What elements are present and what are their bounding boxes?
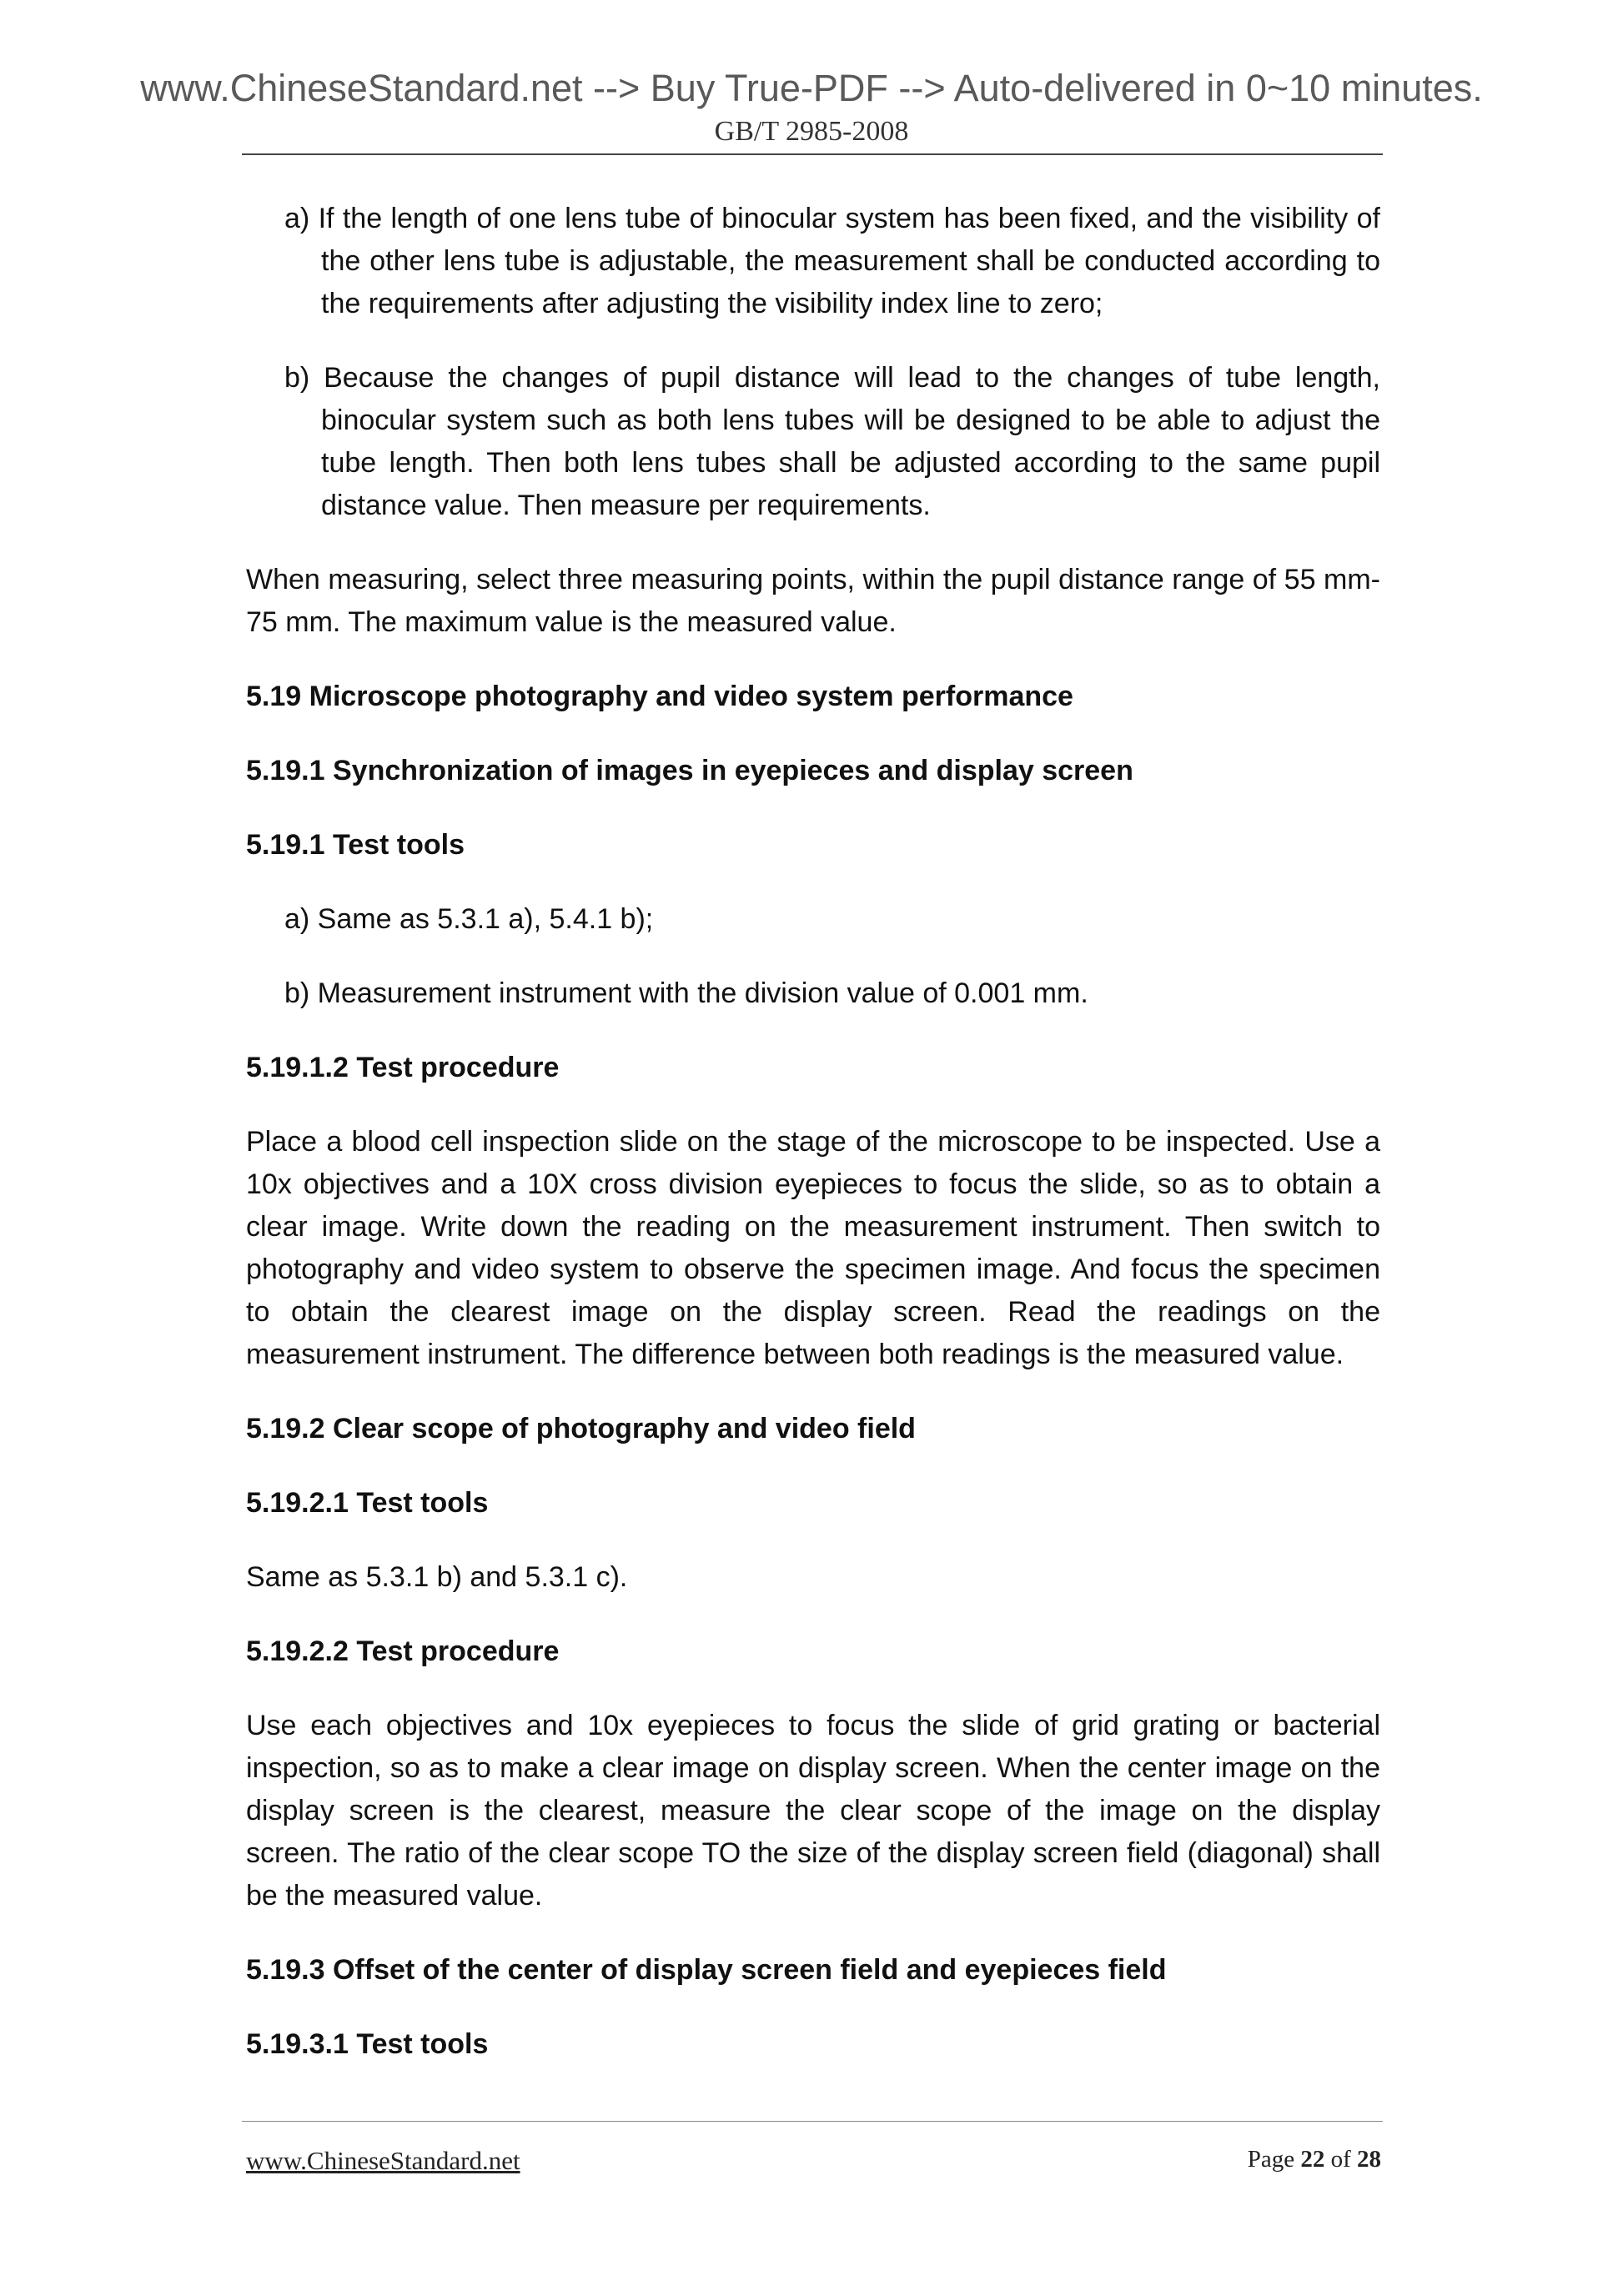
heading-5-19-3: 5.19.3 Offset of the center of display screen field and eyepieces field <box>246 1954 1167 1986</box>
list-item-a: a) If the length of one lens tube of binocular system has been fixed, and the visibility of the other lens tube is adjustable, the measurement shall be conducted according to the requirements after adjusting the visibility index line to zero; <box>284 203 1380 319</box>
heading-5-19-2-2: 5.19.2.2 Test procedure <box>246 1635 560 1667</box>
footer-site-link[interactable]: www.ChineseStandard.net <box>246 2146 520 2175</box>
document-id: GB/T 2985-2008 <box>714 116 909 147</box>
list-item-tools-a: a) Same as 5.3.1 a), 5.4.1 b); <box>284 903 654 935</box>
header-divider <box>242 153 1383 155</box>
heading-5-19-1-test-tools: 5.19.1 Test tools <box>246 829 465 861</box>
list-item-tools-b: b) Measurement instrument with the division value of 0.001 mm. <box>284 977 1088 1009</box>
page-total: 28 <box>1357 2146 1381 2173</box>
paragraph-measuring: When measuring, select three measuring points, within the pupil distance range of 55 mm-75 mm. The maximum value is the measured value. <box>246 564 1380 638</box>
site-banner: www.ChineseStandard.net --> Buy True-PDF --> Auto-delivered in 0~10 minutes. <box>140 67 1483 109</box>
heading-5-19-2: 5.19.2 Clear scope of photography and video field <box>246 1413 916 1444</box>
heading-5-19-3-1: 5.19.3.1 Test tools <box>246 2028 489 2060</box>
paragraph-5-19-1-2: Place a blood cell inspection slide on the stage of the microscope to be inspected. Use a 10x objectives and a 10X cross division eyepieces to focus the slide, so as to obtain a clear image. Write down the reading on the measurement instrument. Then switch to photography and video system to observe the specimen image. And focus the specimen to obtain the clearest image on the display screen. Read the readings on the measurement instrument. The difference between both readings is the measured value. <box>246 1126 1380 1370</box>
list-item-b: b) Because the changes of pupil distance will lead to the changes of tube length, binocular system such as both lens tubes will be designed to be able to adjust the tube length. Then both lens tubes shall be adjusted according to the same pupil distance value. Then measure per requirements. <box>284 362 1380 521</box>
footer-divider <box>242 2121 1383 2122</box>
paragraph-5-19-2-2: Use each objectives and 10x eyepieces to focus the slide of grid grating or bacterial inspection, so as to make a clear image on display screen. When the center image on the display screen is the clearest, measure the clear scope of the image on the display screen. The ratio of the clear scope TO the size of the display screen field (diagonal) shall be the measured value. <box>246 1710 1380 1912</box>
heading-5-19-1: 5.19.1 Synchronization of images in eyepieces and display screen <box>246 755 1133 786</box>
heading-5-19: 5.19 Microscope photography and video system performance <box>246 681 1073 712</box>
heading-5-19-1-2: 5.19.1.2 Test procedure <box>246 1052 560 1083</box>
page-current: 22 <box>1300 2146 1325 2173</box>
paragraph-5-19-2-1: Same as 5.3.1 b) and 5.3.1 c). <box>246 1561 628 1593</box>
page-content <box>246 198 1380 2098</box>
page-label: Page <box>1247 2146 1295 2173</box>
page-of: of <box>1330 2146 1351 2173</box>
heading-5-19-2-1: 5.19.2.1 Test tools <box>246 1487 489 1519</box>
page-number <box>1248 2146 1381 2173</box>
